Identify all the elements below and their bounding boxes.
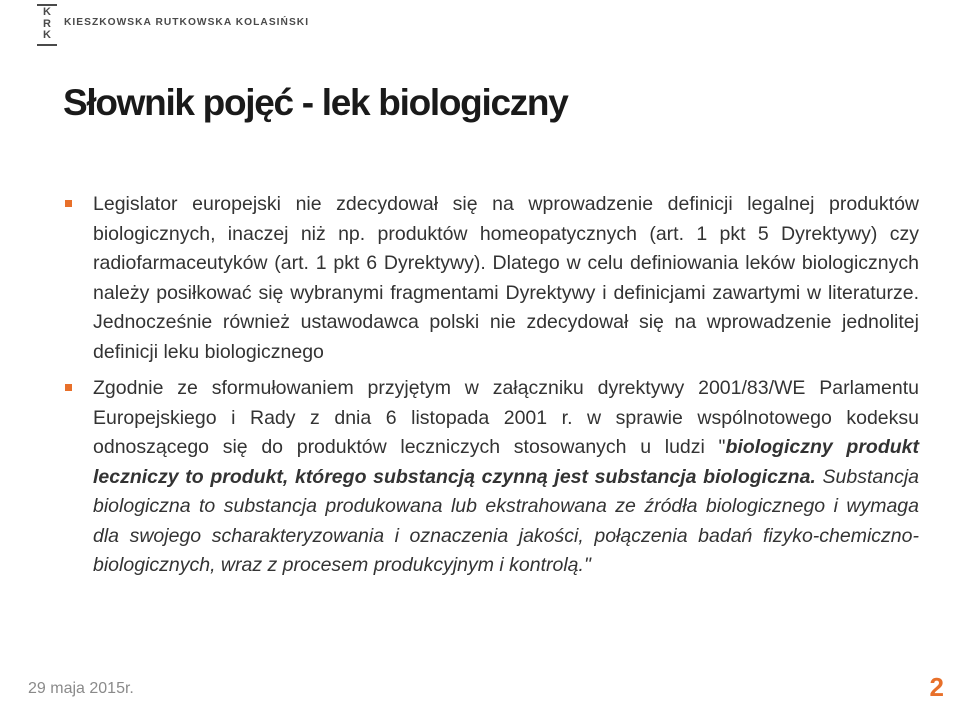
- definition-emphasis: biologiczny produkt leczniczy to produkt, którego substancją czynną jest substancja biologiczna.: [93, 436, 920, 488]
- bullet-item: [63, 190, 919, 367]
- firm-logo: [37, 4, 309, 46]
- krk-logo-mark: [37, 4, 57, 46]
- bullet-square-icon: [65, 384, 72, 391]
- bullet-text: [93, 374, 919, 581]
- bullet-list: [63, 190, 919, 581]
- logo-letter: K: [43, 29, 51, 41]
- bullet-square-icon: [65, 200, 72, 207]
- logo-bottom-rule: [37, 44, 57, 46]
- bullet-text: Legislator europejski nie zdecydował się na wprowadzenie definicji legalnej produktów biologicznych, inaczej niż np. produktów homeopatycznych (art. 1 pkt 5 Dyrektywy) czy radiofarmaceutyków (art. 1 pkt 6 Dyrektywy). Dlatego w celu definiowania leków biologicznych należy posiłkować się wybranymi fragmentami Dyrektywy i definicjami zawartymi w literaturze. Jednocześnie również ustawodawca polski nie zdecydował się na wprowadzenie jednolitej definicji leku biologicznego: [93, 193, 919, 363]
- logo-letter: K: [43, 6, 51, 18]
- bullet-item: [63, 374, 919, 581]
- page-number: 2: [929, 672, 944, 702]
- definition-intro: Zgodnie ze sformułowaniem przyjętym w załączniku dyrektywy 2001/83/WE Parlamentu Europejskiego i Rady z dnia 6 listopada 2001 r. w sprawie wspólnotowego kodeksu odnoszącego się do produktów leczniczych stosowanych u ludzi ": [93, 377, 919, 458]
- slide-title: Słownik pojęć - lek biologiczny: [63, 82, 568, 123]
- logo-letters: [39, 7, 55, 42]
- definition-italic: Substancja biologiczna to substancja produkowana lub ekstrahowana ze źródła biologicznego i wymaga dla swojego scharakteryzowania i oznaczenia jakości, połączenia badań fizyko-chemiczno-biologicznych, wraz z procesem produkcyjnym i kontrolą.": [93, 465, 919, 576]
- logo-letter: R: [43, 17, 51, 30]
- footer-date: 29 maja 2015r.: [28, 680, 134, 697]
- firm-name: KIESZKOWSKA RUTKOWSKA KOLASIŃSKI: [64, 17, 310, 28]
